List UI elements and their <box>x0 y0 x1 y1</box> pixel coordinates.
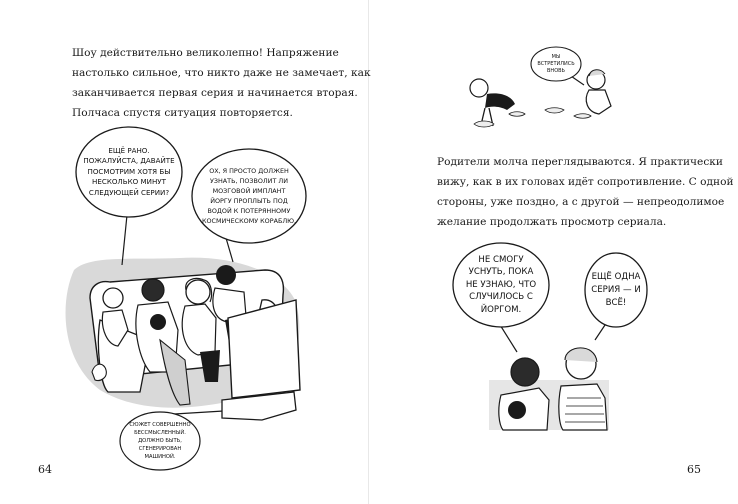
right-paragraph-line: вижу, как в их головах идёт сопротивление. С одной <box>437 176 734 188</box>
kid-bubble-line: СЛЕДУЮЩЕЙ СЕРИИ? <box>88 187 170 197</box>
mom-speech-bubble <box>583 254 649 326</box>
teen-speech-bubble <box>190 151 308 241</box>
kid-bubble-line: ПОЖАЛУЙСТА, ДАВАЙТЕ <box>83 156 175 166</box>
teen-bubble-line: МОЗГОВОЙ ИМПЛАНТ <box>212 187 286 195</box>
tv-bubble-line: БЕССМЫСЛЕННЫЙ. <box>134 430 186 436</box>
mom-bubble-line: СЕРИЯ — И <box>591 284 641 295</box>
right-paragraph-line: стороны, уже поздно, а с другой — непреодолимое <box>437 196 725 208</box>
father-head <box>142 279 164 301</box>
child-head <box>103 288 123 308</box>
tv-speech-bubble <box>118 413 202 469</box>
mom-bubble-line: ЕЩЁ ОДНА <box>591 271 641 282</box>
left-paragraph-line: Полчаса спустя ситуация повторяется. <box>72 107 293 119</box>
page-number-right: 65 <box>687 463 701 476</box>
mom-bubble-line: ВСЁ! <box>605 297 627 308</box>
teen-bubble-line: ОХ, Я ПРОСТО ДОЛЖЕН <box>209 167 289 175</box>
dad-bubble-line: СЛУЧИЛОСЬ С <box>469 292 533 303</box>
teen-bubble-line: КОСМИЧЕСКОМУ КОРАБЛЮ. <box>201 217 297 225</box>
mom-body <box>559 384 607 430</box>
baby-head <box>150 314 166 330</box>
kid-speech-bubble <box>74 128 184 216</box>
teen-head <box>216 265 236 285</box>
tv-screen <box>228 300 300 398</box>
tv-bubble-line: СЮЖЕТ СОВЕРШЕННО <box>129 422 191 428</box>
teen-bubble-line: ЙОРГУ ПРОПЛЫТЬ ПОД <box>210 197 288 205</box>
parents-illustration <box>369 0 738 504</box>
kid-bubble-line: ЕЩЁ РАНО. <box>108 145 150 155</box>
kid-bubble-line: ПОСМОТРИМ ХОТЯ БЫ <box>87 166 171 176</box>
small-bubble-line: ВНОВЬ <box>547 67 565 74</box>
dog <box>92 364 106 380</box>
left-paragraph-line: Шоу действительно великолепно! Напряжение <box>72 47 339 59</box>
mother-head <box>186 280 210 304</box>
tv-bubble-line: СГЕНЕРИРОВАН <box>138 446 182 452</box>
dad-bubble-line: УСНУТЬ, ПОКА <box>468 267 534 278</box>
dad-bubble-line: ЙОРГОМ. <box>480 304 522 315</box>
page-number-left: 64 <box>38 463 52 476</box>
mom-hair <box>565 348 597 362</box>
right-paragraph-line: Родители молча переглядываются. Я практически <box>437 156 723 168</box>
dad-speech-bubble <box>451 244 551 326</box>
tv-bubble-line: ДОЛЖНО БЫТЬ, <box>138 438 182 444</box>
dad-bubble-line: НЕ УЗНАЮ, ЧТО <box>465 279 537 290</box>
kid-bubble-line: НЕСКОЛЬКО МИНУТ <box>92 177 166 187</box>
dad-bubble-line: НЕ СМОГУ <box>478 254 524 265</box>
dad-head <box>511 358 539 386</box>
left-paragraph-line: заканчивается первая серия и начинается вторая. <box>72 87 358 99</box>
tv-bubble-line: МАШИНОЙ. <box>144 454 176 460</box>
teen-bubble-line: ВОДОЙ К ПОТЕРЯННОМУ <box>207 207 291 215</box>
small-bubble-line: МЫ <box>551 53 561 60</box>
small-bubble-line: ВСТРЕТИЛИСЬ <box>537 60 575 67</box>
teen-bubble-line: УЗНАТЬ, ПОЗВОЛИТ ЛИ <box>210 177 288 185</box>
baby-head-right <box>508 401 526 419</box>
right-page <box>369 0 738 504</box>
left-paragraph-line: настолько сильное, что никто даже не замечает, как <box>72 67 371 79</box>
right-paragraph-line: желание продолжать просмотр сериала. <box>437 216 667 228</box>
